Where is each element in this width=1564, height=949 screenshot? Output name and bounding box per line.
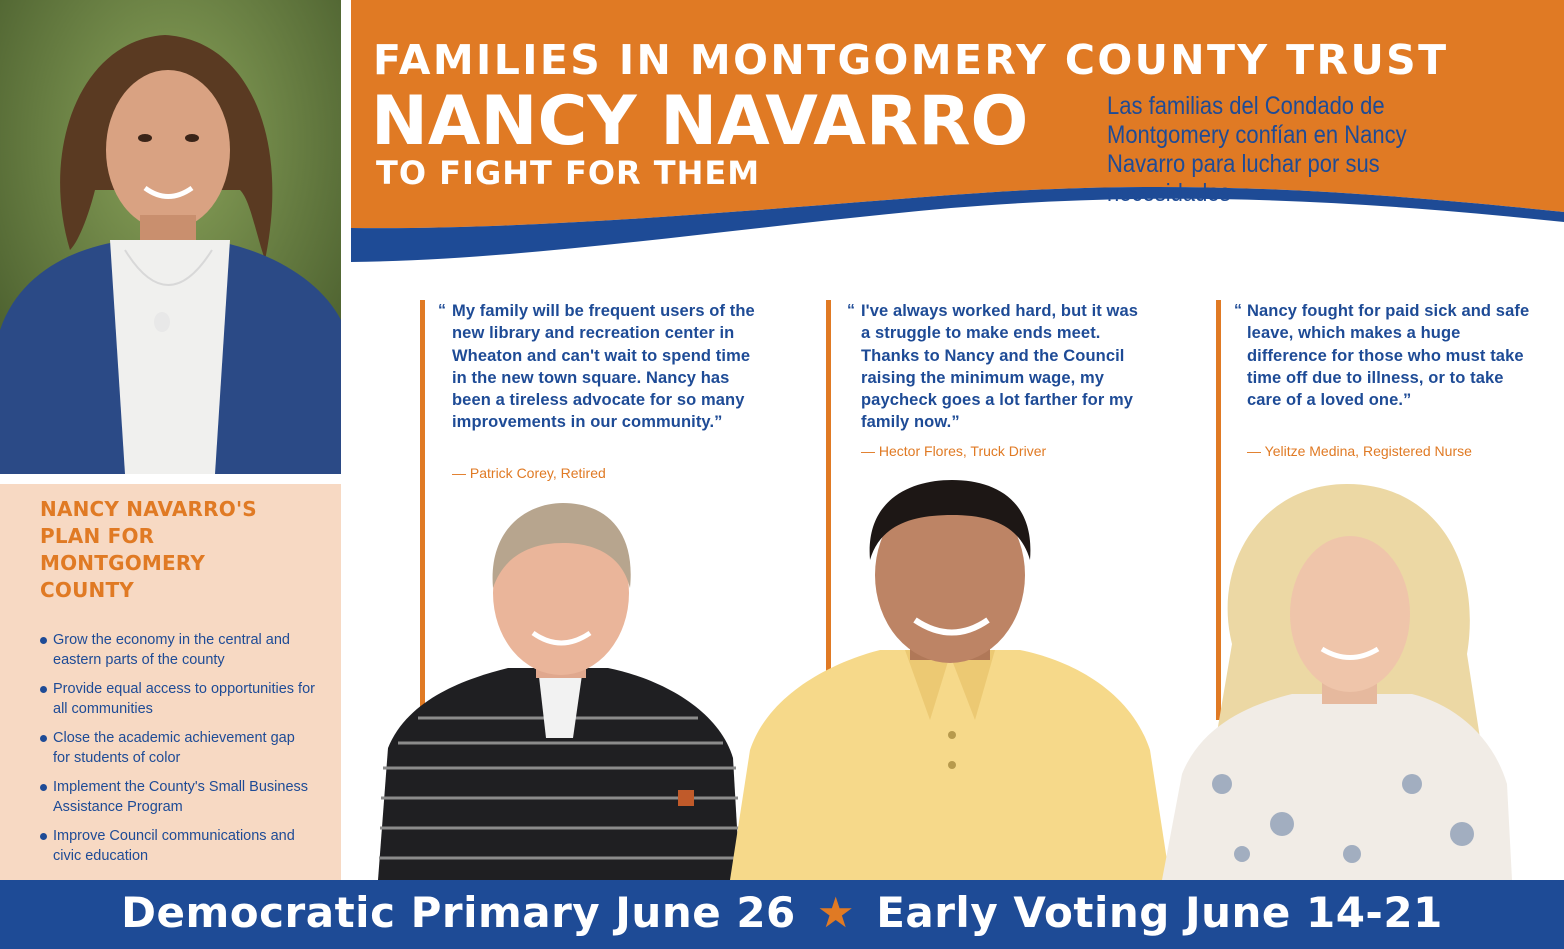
candidate-portrait <box>0 0 341 474</box>
headline-line-3: TO FIGHT FOR THEM <box>376 154 761 192</box>
plan-item: Grow the economy in the central and eastern parts of the county <box>40 630 315 670</box>
testimonial-quote: Nancy fought for paid sick and safe leave, which makes a huge difference for those who must take time off due to illness, or to take care of a loved one.” <box>1247 302 1530 410</box>
plan-item: Improve Council communications and civic education <box>40 826 315 866</box>
bullet-icon <box>40 637 47 644</box>
footer-text <box>121 888 1443 937</box>
plan-box <box>0 484 341 880</box>
testimonial-quote: I've always worked hard, but it was a struggle to make ends meet. Thanks to Nancy and the Council raising the minimum wage, my paycheck goes a lot farther for my family now.” <box>861 302 1139 432</box>
headline-candidate-name: NANCY NAVARRO <box>371 82 1029 161</box>
open-quote-mark: “ <box>1234 302 1242 319</box>
photo-hector <box>730 480 1170 880</box>
headline-line-1: FAMILIES IN MONTGOMERY COUNTY TRUST <box>373 36 1449 84</box>
testimonial-attribution: — Patrick Corey, Retired <box>452 465 606 481</box>
spanish-tagline: Las familias del Condado de Montgomery confían en Nancy Navarro para luchar por sus necesidades <box>1107 92 1407 207</box>
election-dates-footer <box>0 880 1564 949</box>
open-quote-mark: “ <box>438 302 446 319</box>
star-icon: ★ <box>816 888 856 937</box>
primary-date-text: Democratic Primary June 26 <box>121 888 796 937</box>
testimonial-attribution: — Yelitze Medina, Registered Nurse <box>1247 443 1472 459</box>
plan-list <box>40 630 321 866</box>
plan-item: Provide equal access to opportunities for all communities <box>40 679 315 719</box>
plan-item: Implement the County's Small Business Assistance Program <box>40 777 315 817</box>
photo-yelitze <box>1162 484 1528 880</box>
bullet-icon <box>40 735 47 742</box>
header-banner <box>351 0 1564 270</box>
plan-title: NANCY NAVARRO'S PLAN FOR MONTGOMERY COUNTY <box>40 497 257 602</box>
bullet-icon <box>40 686 47 693</box>
bullet-icon <box>40 833 47 840</box>
early-voting-text: Early Voting June 14-21 <box>876 888 1443 937</box>
bullet-icon <box>40 784 47 791</box>
testimonial-quote: My family will be frequent users of the new library and recreation center in Wheaton and can't wait to spend time in the new town square. Nancy has been a tireless advocate for so many improvements in our community.” <box>452 302 755 432</box>
photo-patrick <box>378 498 740 880</box>
testimonial-attribution: — Hector Flores, Truck Driver <box>861 443 1047 459</box>
open-quote-mark: “ <box>847 302 855 319</box>
plan-item: Close the academic achievement gap for students of color <box>40 728 315 768</box>
